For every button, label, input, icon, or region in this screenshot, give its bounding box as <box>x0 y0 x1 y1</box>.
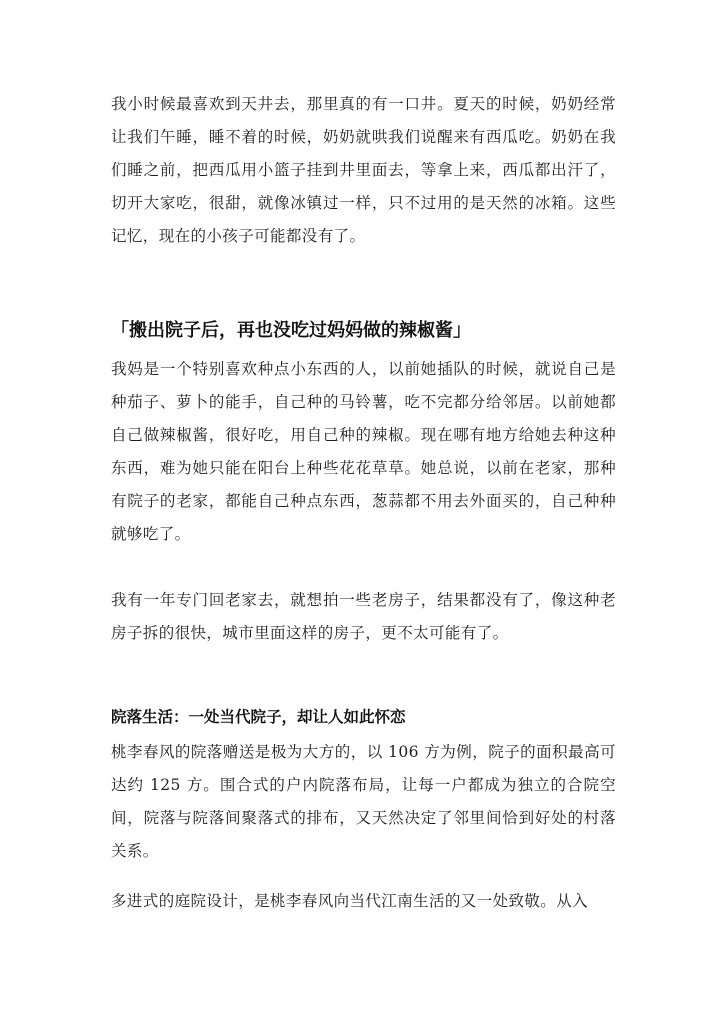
paragraph-mother-garden: 我妈是一个特别喜欢种点小东西的人，以前她插队的时候，就说自己是种茄子、萝卜的能手，自己种的马铃薯，吃不完都分给邻居。以前她都自己做辣椒酱，很好吃，用自己种的辣椒。现在哪有地方给她去种这种东西，难为她只能在阳台上种些花花草草。她总说，以前在老家，那种有院子的老家，都能自己种点东西，葱蒜都不用去外面买的，自己种种就够吃了。 <box>111 360 616 543</box>
paragraph-old-houses: 我有一年专门回老家去，就想拍一些老房子，结果都没有了，像这种老房子拆的很快，城市里面这样的房子，更不太可能有了。 <box>111 591 616 642</box>
section-heading-courtyard-life: 院落生活：一处当代院子，却让人如此怀恋 <box>111 708 406 726</box>
paragraph-courtyard-design: 多进式的庭院设计，是桃李春风向当代江南生活的又一处致敬。从入 <box>111 892 589 910</box>
paragraph-well-memory: 我小时候最喜欢到天井去，那里真的有一口井。夏天的时候，奶奶经常让我们午睡，睡不着的时候，奶奶就哄我们说醒来有西瓜吃。奶奶在我们睡之前，把西瓜用小篮子挂到井里面去，等拿上来，西瓜都出汗了，切开大家吃，很甜，就像冰镇过一样，只不过用的是天然的冰箱。这些记忆，现在的小孩子可能都没有了。 <box>111 95 616 245</box>
section-heading-chili-sauce: 「搬出院子后，再也没吃过妈妈做的辣椒酱」 <box>111 320 471 341</box>
paragraph-courtyard-area: 桃李春风的院落赠送是极为大方的，以 106 方为例，院子的面积最高可达约 125 方。围合式的户内院落布局，让每一户都成为独立的合院空间，院落与院落间聚落式的排布，又天然决定了邻里间恰到好处的村落关系。 <box>111 743 616 860</box>
